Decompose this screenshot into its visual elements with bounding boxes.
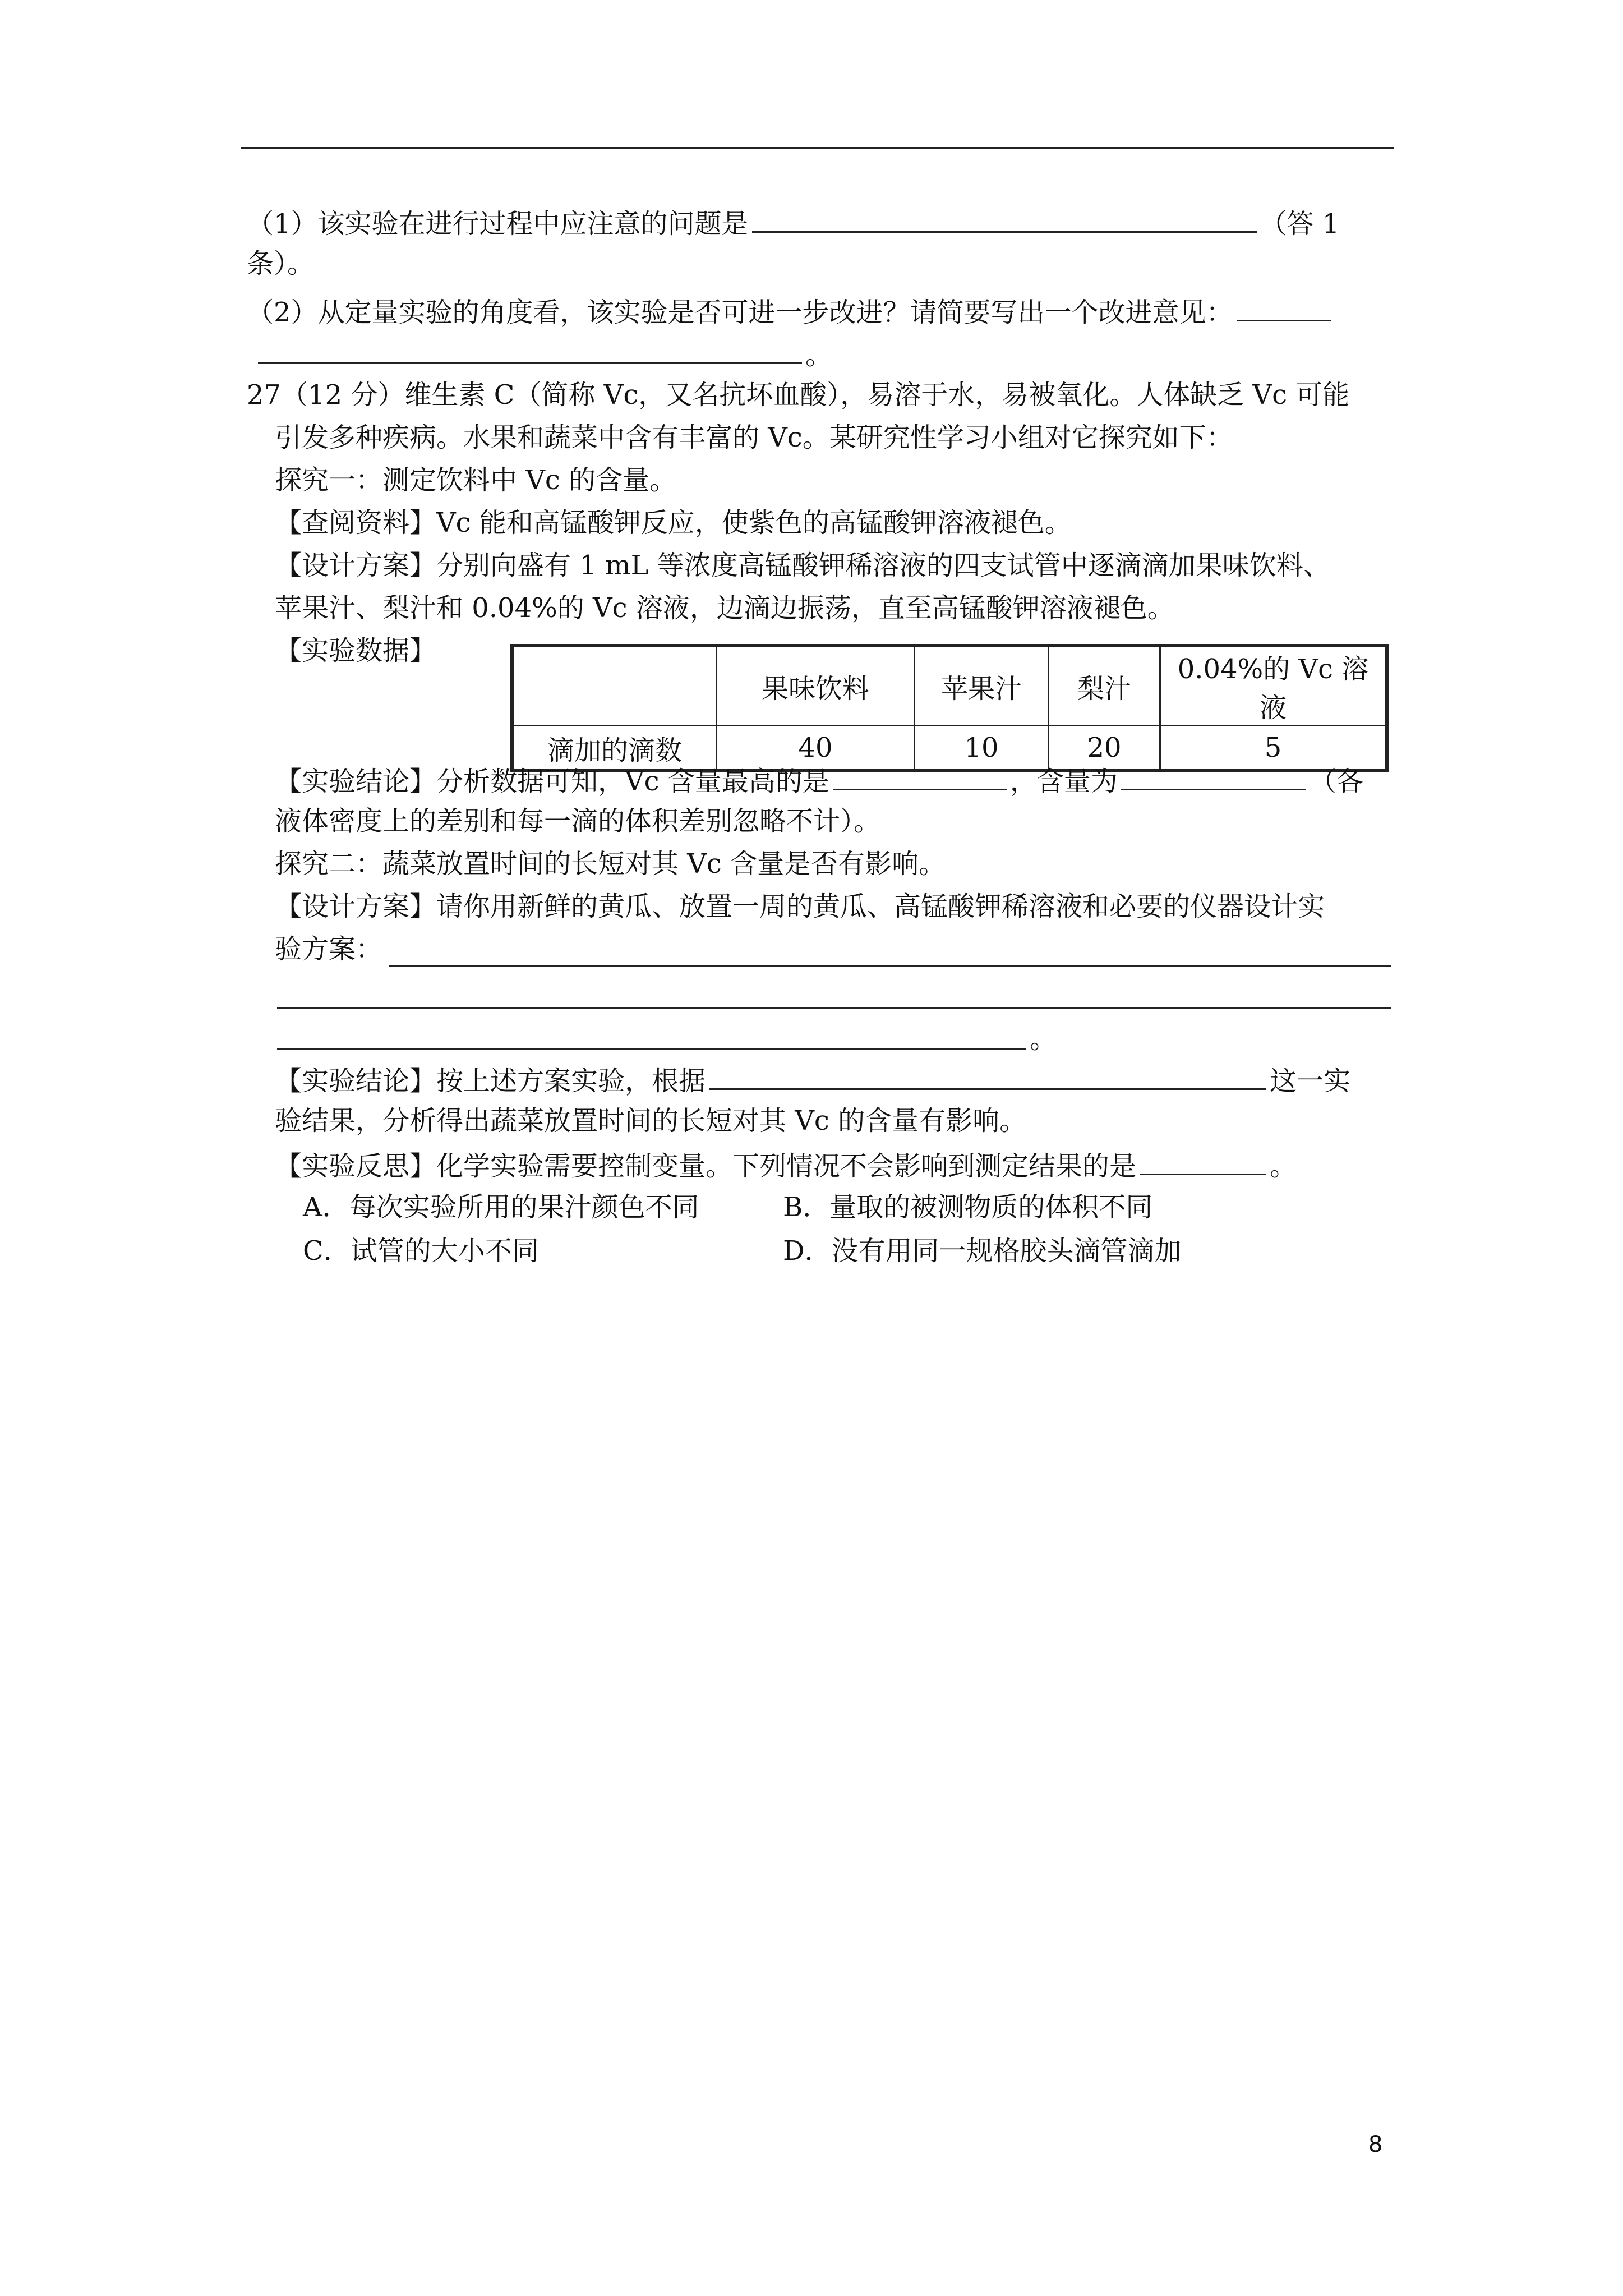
q27-conclusion-1-line-1 [275,761,1363,799]
table-cell: 5 [1160,726,1387,771]
reflection-b: 。 [1270,1151,1297,1182]
q27-probe-1: 探究一：测定饮料中 Vc 的含量。 [275,464,677,496]
table-cell: 10 [915,726,1049,771]
option-a: A．每次实验所用的果汁颜色不同 [303,1191,699,1223]
answer-line-design-1[interactable] [389,965,1391,967]
q-prev-3-text: （2）从定量实验的角度看，该实验是否可进一步改进？请简要写出一个改进意见： [247,297,1233,328]
answer-blank-choice[interactable] [1140,1145,1266,1175]
q-prev-1-text: （1）该实验在进行过程中应注意的问题是 [247,208,749,240]
q27-reference: 【查阅资料】Vc 能和高锰酸钾反应，使紫色的高锰酸钾溶液褪色。 [275,507,1072,539]
answer-blank-1[interactable] [752,203,1257,233]
answer-blank-2a[interactable] [1237,292,1331,321]
conclusion-1-b: ，含量为 [1009,766,1118,797]
answer-blank-highest[interactable] [833,761,1007,790]
table-header-cell: 苹果汁 [915,646,1049,726]
option-d: D．没有用同一规格胶头滴管滴加 [783,1235,1182,1267]
table-header-cell: 0.04%的 Vc 溶液 [1160,646,1387,726]
table-cell: 20 [1049,726,1160,771]
q-prev-line-4 [258,334,832,373]
q27-reflection [275,1145,1297,1184]
option-c: C．试管的大小不同 [303,1235,539,1267]
q27-intro-1: 27（12 分）维生素 C（简称 Vc，又名抗坏血酸），易溶于水，易被氧化。人体缺乏 Vc 可能 [247,379,1350,411]
reflection-a: 【实验反思】化学实验需要控制变量。下列情况不会影响到测定结果的是 [275,1151,1137,1182]
page-number: 8 [1368,2132,1383,2157]
design-2-end: 。 [1030,1023,1057,1055]
table-header-cell: 果味饮料 [717,646,915,726]
conclusion-1-a: 【实验结论】分析数据可知，Vc 含量最高的是 [275,766,829,797]
table-cell: 40 [717,726,915,771]
q27-probe-2: 探究二：蔬菜放置时间的长短对其 Vc 含量是否有影响。 [275,848,946,880]
q27-design-1-line-1: 【设计方案】分别向盛有 1 mL 等浓度高锰酸钾稀溶液的四支试管中逐滴滴加果味饮料、 [275,550,1330,581]
q-prev-line-1 [247,203,1339,242]
q27-conclusion-2-line-2: 验结果，分析得出蔬菜放置时间的长短对其 Vc 的含量有影响。 [275,1105,1027,1137]
answer-blank-content[interactable] [1121,761,1306,790]
answer-line-design-3[interactable] [277,1048,1026,1050]
q27-intro-2: 引发多种疾病。水果和蔬菜中含有丰富的 Vc。某研究性学习小组对它探究如下： [275,422,1233,453]
q-prev-1-tail: （答 1 [1260,208,1340,240]
conclusion-2-b: 这一实 [1270,1065,1351,1097]
q27-conclusion-2-line-1 [275,1060,1350,1099]
answer-blank-2b[interactable] [258,334,802,364]
table-corner-cell [512,646,717,726]
conclusion-2-a: 【实验结论】按上述方案实验，根据 [275,1065,706,1097]
q27-design-1-line-2: 苹果汁、梨汁和 0.04%的 Vc 溶液，边滴边振荡，直至高锰酸钾溶液褪色。 [275,592,1174,624]
table-header-cell: 梨汁 [1049,646,1160,726]
header-rule [241,147,1394,149]
experiment-data-table [510,644,1389,772]
answer-blank-result[interactable] [709,1060,1266,1090]
table-header-row [512,646,1387,726]
answer-line-design-2[interactable] [277,1007,1391,1009]
option-b: B．量取的被测物质的体积不同 [783,1191,1153,1223]
table-row-label: 滴加的滴数 [512,726,717,771]
q27-design-2-line-2: 验方案： [275,933,383,965]
q-prev-4-tail: 。 [805,339,833,371]
q27-conclusion-1-line-2: 液体密度上的差别和每一滴的体积差别忽略不计）。 [275,806,881,837]
q27-data-label: 【实验数据】 [275,635,437,666]
q27-design-2-line-1: 【设计方案】请你用新鲜的黄瓜、放置一周的黄瓜、高锰酸钾稀溶液和必要的仪器设计实 [275,891,1325,922]
q-prev-line-3 [247,292,1334,330]
conclusion-1-c: （各 [1309,766,1363,797]
q-prev-line-2: 条）。 [247,248,315,279]
